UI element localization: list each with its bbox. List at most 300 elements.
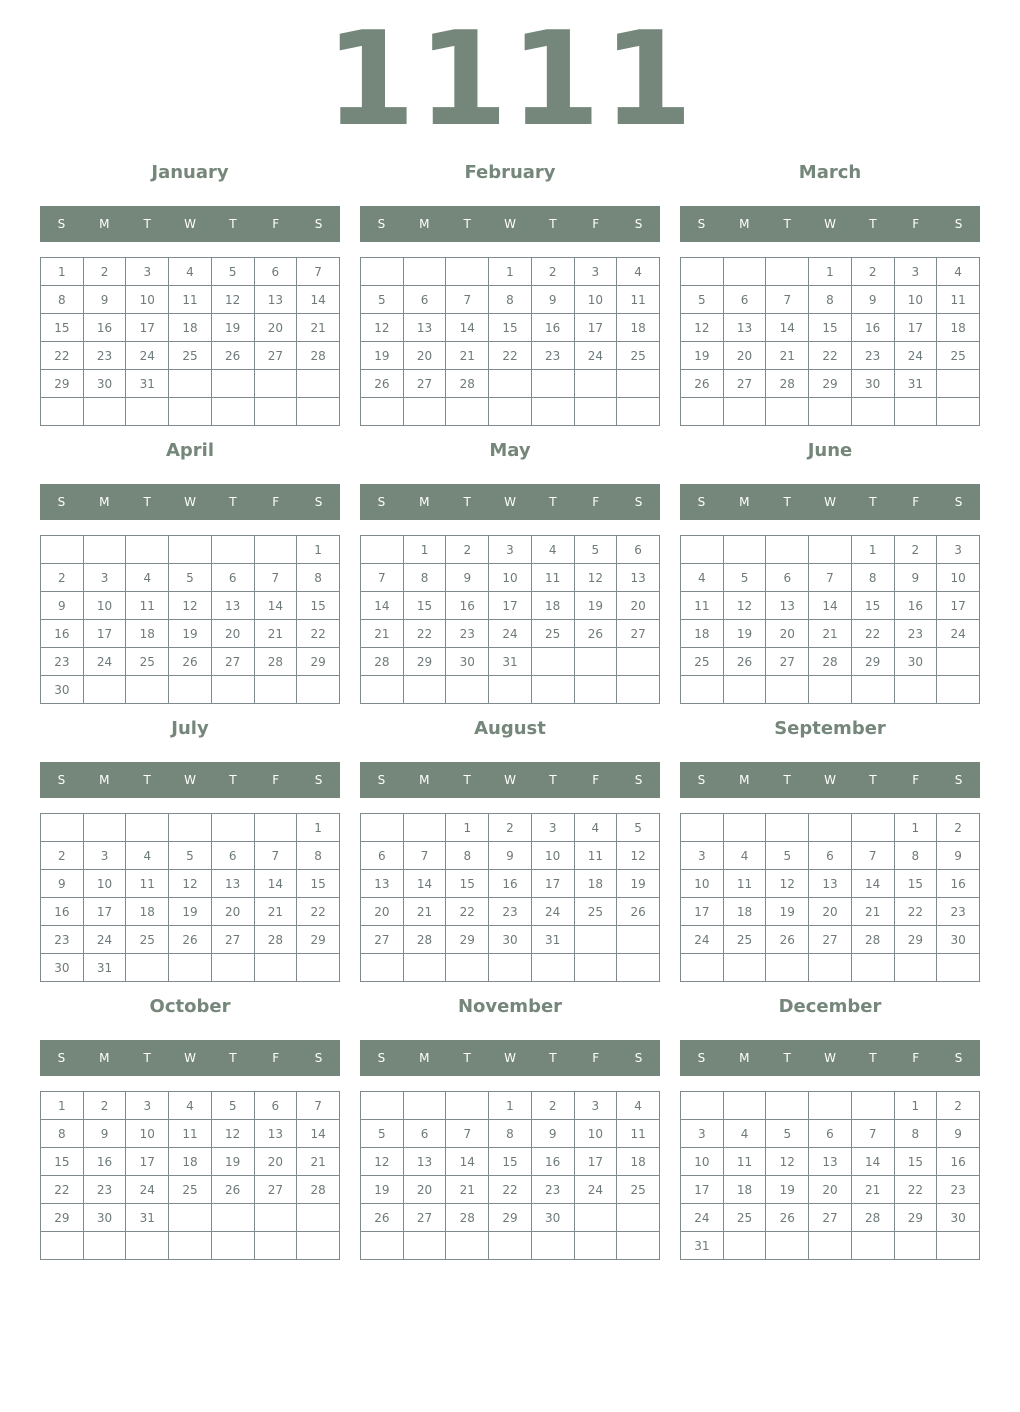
empty-day-cell xyxy=(574,1204,617,1232)
week-row xyxy=(41,870,340,898)
empty-day-cell xyxy=(169,1232,212,1260)
day-cell: 1 xyxy=(894,814,937,842)
day-cell: 9 xyxy=(531,286,574,314)
day-cell: 22 xyxy=(489,1176,532,1204)
empty-day-cell xyxy=(723,814,766,842)
week-row xyxy=(681,814,980,842)
day-cell: 6 xyxy=(766,564,809,592)
day-cell: 30 xyxy=(41,954,84,982)
day-cell: 22 xyxy=(446,898,489,926)
day-cell: 14 xyxy=(361,592,404,620)
week-row xyxy=(361,1204,660,1232)
day-cell: 29 xyxy=(851,648,894,676)
month-name: April xyxy=(165,440,215,461)
weekday-header: W xyxy=(184,217,196,231)
week-row xyxy=(361,620,660,648)
empty-day-cell xyxy=(809,954,852,982)
empty-day-cell xyxy=(681,536,724,564)
day-cell: 20 xyxy=(723,342,766,370)
weekday-header: W xyxy=(824,773,836,787)
empty-day-cell xyxy=(126,814,169,842)
day-cell: 29 xyxy=(894,1204,937,1232)
day-cell: 28 xyxy=(297,342,340,370)
empty-day-cell xyxy=(574,954,617,982)
weekday-header: S xyxy=(697,495,706,509)
empty-day-cell xyxy=(211,536,254,564)
day-cell: 25 xyxy=(574,898,617,926)
day-cell: 31 xyxy=(126,1204,169,1232)
day-cell: 12 xyxy=(723,592,766,620)
week-row xyxy=(41,1204,340,1232)
day-cell: 14 xyxy=(297,1120,340,1148)
day-cell: 28 xyxy=(851,926,894,954)
day-cell: 29 xyxy=(41,1204,84,1232)
day-cell: 19 xyxy=(681,342,724,370)
empty-day-cell xyxy=(489,954,532,982)
day-cell: 6 xyxy=(809,1120,852,1148)
day-cell: 18 xyxy=(937,314,980,342)
day-cell: 22 xyxy=(403,620,446,648)
day-cell: 7 xyxy=(297,1092,340,1120)
day-cell: 1 xyxy=(297,814,340,842)
day-cell: 14 xyxy=(297,286,340,314)
day-cell: 4 xyxy=(574,814,617,842)
day-cell: 27 xyxy=(361,926,404,954)
day-cell: 31 xyxy=(681,1232,724,1260)
day-cell: 5 xyxy=(169,564,212,592)
empty-day-cell xyxy=(894,1232,937,1260)
day-cell: 12 xyxy=(617,842,660,870)
day-cell: 2 xyxy=(894,536,937,564)
day-cell: 2 xyxy=(531,258,574,286)
day-cell: 12 xyxy=(169,592,212,620)
empty-day-cell xyxy=(41,536,84,564)
weekday-header: F xyxy=(592,217,600,231)
day-cell: 26 xyxy=(681,370,724,398)
day-cell: 11 xyxy=(937,286,980,314)
empty-day-cell xyxy=(574,1232,617,1260)
weekday-header-bar xyxy=(680,206,980,242)
day-cell: 24 xyxy=(126,1176,169,1204)
day-cell: 3 xyxy=(126,258,169,286)
empty-day-cell xyxy=(403,1092,446,1120)
empty-day-cell xyxy=(937,370,980,398)
weekday-header: T xyxy=(783,1051,791,1065)
day-cell: 14 xyxy=(851,1148,894,1176)
week-row xyxy=(681,1148,980,1176)
weekday-header: F xyxy=(912,495,920,509)
day-cell: 27 xyxy=(809,1204,852,1232)
day-cell: 5 xyxy=(361,1120,404,1148)
empty-day-cell xyxy=(403,954,446,982)
weekday-header: F xyxy=(912,1051,920,1065)
day-cell: 9 xyxy=(894,564,937,592)
empty-day-cell xyxy=(83,676,126,704)
day-cell: 22 xyxy=(894,898,937,926)
day-cell: 30 xyxy=(894,648,937,676)
day-cell: 17 xyxy=(83,620,126,648)
day-cell: 1 xyxy=(894,1092,937,1120)
day-cell: 4 xyxy=(723,842,766,870)
day-cell: 2 xyxy=(937,814,980,842)
month-name: June xyxy=(807,440,853,461)
day-cell: 5 xyxy=(681,286,724,314)
day-cell: 2 xyxy=(83,1092,126,1120)
day-cell: 2 xyxy=(937,1092,980,1120)
weekday-header: T xyxy=(549,1051,557,1065)
day-cell: 23 xyxy=(937,1176,980,1204)
day-cell: 1 xyxy=(809,258,852,286)
day-cell: 19 xyxy=(361,1176,404,1204)
day-cell: 19 xyxy=(169,620,212,648)
empty-day-cell xyxy=(211,676,254,704)
day-cell: 3 xyxy=(894,258,937,286)
empty-day-cell xyxy=(617,370,660,398)
weekday-header: W xyxy=(184,773,196,787)
weekday-header: S xyxy=(634,217,643,231)
day-cell: 4 xyxy=(169,1092,212,1120)
empty-day-cell xyxy=(169,398,212,426)
day-cell: 11 xyxy=(723,870,766,898)
weekday-header: M xyxy=(419,495,430,509)
day-cell: 23 xyxy=(851,342,894,370)
day-cell: 3 xyxy=(574,1092,617,1120)
day-cell: 16 xyxy=(41,898,84,926)
week-row xyxy=(361,898,660,926)
day-cell: 2 xyxy=(446,536,489,564)
week-row xyxy=(681,342,980,370)
empty-day-cell xyxy=(851,676,894,704)
day-cell: 9 xyxy=(446,564,489,592)
month-name: August xyxy=(474,718,546,739)
day-cell: 15 xyxy=(41,314,84,342)
weekday-header: S xyxy=(57,1051,66,1065)
day-cell: 25 xyxy=(723,926,766,954)
day-cell: 23 xyxy=(41,926,84,954)
empty-day-cell xyxy=(531,398,574,426)
weekday-header: M xyxy=(99,773,110,787)
week-row xyxy=(41,314,340,342)
week-row xyxy=(41,620,340,648)
day-cell: 24 xyxy=(574,1176,617,1204)
empty-day-cell xyxy=(937,1232,980,1260)
weekday-header: W xyxy=(184,1051,196,1065)
empty-day-cell xyxy=(361,814,404,842)
weekday-header-bar xyxy=(680,762,980,798)
weekday-header: F xyxy=(272,217,280,231)
day-cell: 16 xyxy=(446,592,489,620)
day-cell: 24 xyxy=(574,342,617,370)
week-row xyxy=(41,814,340,842)
day-cell: 13 xyxy=(809,870,852,898)
day-cell: 28 xyxy=(809,648,852,676)
week-row xyxy=(361,676,660,704)
day-cell: 17 xyxy=(489,592,532,620)
day-cell: 22 xyxy=(41,1176,84,1204)
week-row xyxy=(361,314,660,342)
day-cell: 23 xyxy=(489,898,532,926)
day-cell: 16 xyxy=(851,314,894,342)
empty-day-cell xyxy=(851,1092,894,1120)
empty-day-cell xyxy=(574,676,617,704)
week-row xyxy=(41,398,340,426)
day-cell: 21 xyxy=(254,898,297,926)
day-cell: 23 xyxy=(531,1176,574,1204)
day-cell: 24 xyxy=(83,926,126,954)
day-cell: 17 xyxy=(531,870,574,898)
week-row xyxy=(681,870,980,898)
weekday-header: F xyxy=(912,773,920,787)
weekday-header: W xyxy=(504,773,516,787)
empty-day-cell xyxy=(851,814,894,842)
day-cell: 18 xyxy=(126,898,169,926)
day-cell: 15 xyxy=(894,1148,937,1176)
day-cell: 19 xyxy=(617,870,660,898)
day-cell: 30 xyxy=(83,1204,126,1232)
empty-day-cell xyxy=(809,1232,852,1260)
day-grid xyxy=(360,1091,660,1260)
empty-day-cell xyxy=(361,676,404,704)
day-cell: 13 xyxy=(361,870,404,898)
day-cell: 24 xyxy=(681,926,724,954)
empty-day-cell xyxy=(617,1232,660,1260)
weekday-header: F xyxy=(272,1051,280,1065)
empty-day-cell xyxy=(41,1232,84,1260)
day-cell: 30 xyxy=(489,926,532,954)
day-cell: 7 xyxy=(361,564,404,592)
day-cell: 9 xyxy=(41,592,84,620)
day-cell: 11 xyxy=(723,1148,766,1176)
day-cell: 21 xyxy=(403,898,446,926)
day-cell: 27 xyxy=(254,342,297,370)
empty-day-cell xyxy=(297,1204,340,1232)
weekday-header-bar xyxy=(360,206,660,242)
day-cell: 13 xyxy=(766,592,809,620)
day-cell: 4 xyxy=(723,1120,766,1148)
weekday-header: S xyxy=(57,495,66,509)
day-cell: 24 xyxy=(83,648,126,676)
empty-day-cell xyxy=(617,676,660,704)
day-cell: 20 xyxy=(211,898,254,926)
day-cell: 9 xyxy=(41,870,84,898)
month-name: December xyxy=(778,996,882,1017)
week-row xyxy=(681,258,980,286)
weekday-header: S xyxy=(954,773,963,787)
day-cell: 11 xyxy=(531,564,574,592)
day-cell: 7 xyxy=(851,842,894,870)
week-row xyxy=(41,1120,340,1148)
day-cell: 6 xyxy=(254,1092,297,1120)
weekday-header: F xyxy=(592,773,600,787)
empty-day-cell xyxy=(851,954,894,982)
day-cell: 11 xyxy=(574,842,617,870)
weekday-header: M xyxy=(739,773,750,787)
day-cell: 20 xyxy=(809,898,852,926)
weekday-header: T xyxy=(229,773,237,787)
day-cell: 12 xyxy=(169,870,212,898)
month-name: October xyxy=(149,996,231,1017)
day-cell: 31 xyxy=(531,926,574,954)
week-row xyxy=(681,648,980,676)
empty-day-cell xyxy=(254,1204,297,1232)
empty-day-cell xyxy=(531,954,574,982)
empty-day-cell xyxy=(169,676,212,704)
day-cell: 18 xyxy=(617,314,660,342)
weekday-header: M xyxy=(99,217,110,231)
weekday-header: S xyxy=(634,1051,643,1065)
empty-day-cell xyxy=(211,370,254,398)
day-cell: 14 xyxy=(446,1148,489,1176)
empty-day-cell xyxy=(809,1092,852,1120)
day-cell: 19 xyxy=(574,592,617,620)
day-cell: 23 xyxy=(446,620,489,648)
empty-day-cell xyxy=(211,1204,254,1232)
empty-day-cell xyxy=(126,398,169,426)
day-cell: 31 xyxy=(126,370,169,398)
empty-day-cell xyxy=(723,676,766,704)
day-grid xyxy=(680,1091,980,1260)
day-cell: 16 xyxy=(83,1148,126,1176)
weekday-header: M xyxy=(419,217,430,231)
week-row xyxy=(361,1120,660,1148)
empty-day-cell xyxy=(254,814,297,842)
day-cell: 21 xyxy=(297,1148,340,1176)
day-cell: 25 xyxy=(531,620,574,648)
day-cell: 30 xyxy=(83,370,126,398)
day-cell: 7 xyxy=(403,842,446,870)
empty-day-cell xyxy=(297,398,340,426)
day-cell: 20 xyxy=(766,620,809,648)
weekday-header-bar xyxy=(680,1040,980,1076)
day-cell: 5 xyxy=(766,842,809,870)
empty-day-cell xyxy=(446,1232,489,1260)
weekday-header-bar xyxy=(360,484,660,520)
weekday-header: S xyxy=(57,217,66,231)
day-cell: 3 xyxy=(937,536,980,564)
week-row xyxy=(41,592,340,620)
day-cell: 15 xyxy=(41,1148,84,1176)
day-cell: 3 xyxy=(681,1120,724,1148)
day-cell: 20 xyxy=(809,1176,852,1204)
weekday-header: S xyxy=(634,495,643,509)
weekday-header-bar xyxy=(680,484,980,520)
weekday-header: S xyxy=(377,773,386,787)
weekday-header: T xyxy=(869,1051,877,1065)
empty-day-cell xyxy=(531,676,574,704)
week-row xyxy=(361,564,660,592)
weekday-header: S xyxy=(377,217,386,231)
weekday-header: S xyxy=(377,1051,386,1065)
week-row xyxy=(361,1232,660,1260)
empty-day-cell xyxy=(254,954,297,982)
day-cell: 30 xyxy=(446,648,489,676)
empty-day-cell xyxy=(41,398,84,426)
empty-day-cell xyxy=(809,398,852,426)
weekday-header: T xyxy=(143,495,151,509)
week-row xyxy=(681,286,980,314)
month-name: February xyxy=(464,162,556,183)
weekday-header: W xyxy=(824,495,836,509)
day-cell: 18 xyxy=(169,1148,212,1176)
day-cell: 24 xyxy=(937,620,980,648)
day-cell: 29 xyxy=(809,370,852,398)
day-grid xyxy=(680,813,980,982)
day-cell: 19 xyxy=(766,898,809,926)
day-grid xyxy=(360,257,660,426)
day-cell: 3 xyxy=(83,842,126,870)
empty-day-cell xyxy=(937,648,980,676)
empty-day-cell xyxy=(83,398,126,426)
empty-day-cell xyxy=(169,1204,212,1232)
day-cell: 12 xyxy=(681,314,724,342)
weekday-header: T xyxy=(549,217,557,231)
day-cell: 6 xyxy=(723,286,766,314)
day-cell: 4 xyxy=(617,1092,660,1120)
day-cell: 1 xyxy=(297,536,340,564)
weekday-header: T xyxy=(463,495,471,509)
day-cell: 16 xyxy=(531,1148,574,1176)
day-cell: 25 xyxy=(169,342,212,370)
week-row xyxy=(361,926,660,954)
day-cell: 28 xyxy=(446,370,489,398)
week-row xyxy=(41,1092,340,1120)
day-cell: 24 xyxy=(894,342,937,370)
day-cell: 6 xyxy=(403,286,446,314)
weekday-header: S xyxy=(954,495,963,509)
week-row xyxy=(681,564,980,592)
empty-day-cell xyxy=(531,370,574,398)
weekday-header: S xyxy=(954,1051,963,1065)
day-cell: 23 xyxy=(41,648,84,676)
day-cell: 6 xyxy=(254,258,297,286)
empty-day-cell xyxy=(766,676,809,704)
day-cell: 1 xyxy=(851,536,894,564)
empty-day-cell xyxy=(937,398,980,426)
empty-day-cell xyxy=(169,536,212,564)
empty-day-cell xyxy=(723,398,766,426)
day-cell: 2 xyxy=(41,564,84,592)
day-cell: 21 xyxy=(361,620,404,648)
empty-day-cell xyxy=(403,398,446,426)
weekday-header: M xyxy=(419,773,430,787)
day-cell: 21 xyxy=(297,314,340,342)
day-cell: 14 xyxy=(851,870,894,898)
day-cell: 10 xyxy=(937,564,980,592)
empty-day-cell xyxy=(83,1232,126,1260)
day-cell: 8 xyxy=(809,286,852,314)
day-cell: 10 xyxy=(681,1148,724,1176)
day-cell: 29 xyxy=(41,370,84,398)
empty-day-cell xyxy=(681,814,724,842)
week-row xyxy=(361,342,660,370)
empty-day-cell xyxy=(211,814,254,842)
weekday-header-bar xyxy=(40,206,340,242)
empty-day-cell xyxy=(574,926,617,954)
weekday-header-bar xyxy=(360,762,660,798)
weekday-header-bar xyxy=(40,484,340,520)
empty-day-cell xyxy=(723,954,766,982)
weekday-header: F xyxy=(912,217,920,231)
day-cell: 15 xyxy=(851,592,894,620)
day-cell: 10 xyxy=(894,286,937,314)
day-cell: 22 xyxy=(297,620,340,648)
empty-day-cell xyxy=(41,814,84,842)
empty-day-cell xyxy=(169,370,212,398)
day-cell: 29 xyxy=(403,648,446,676)
empty-day-cell xyxy=(211,398,254,426)
day-cell: 10 xyxy=(574,1120,617,1148)
day-grid xyxy=(40,1091,340,1260)
